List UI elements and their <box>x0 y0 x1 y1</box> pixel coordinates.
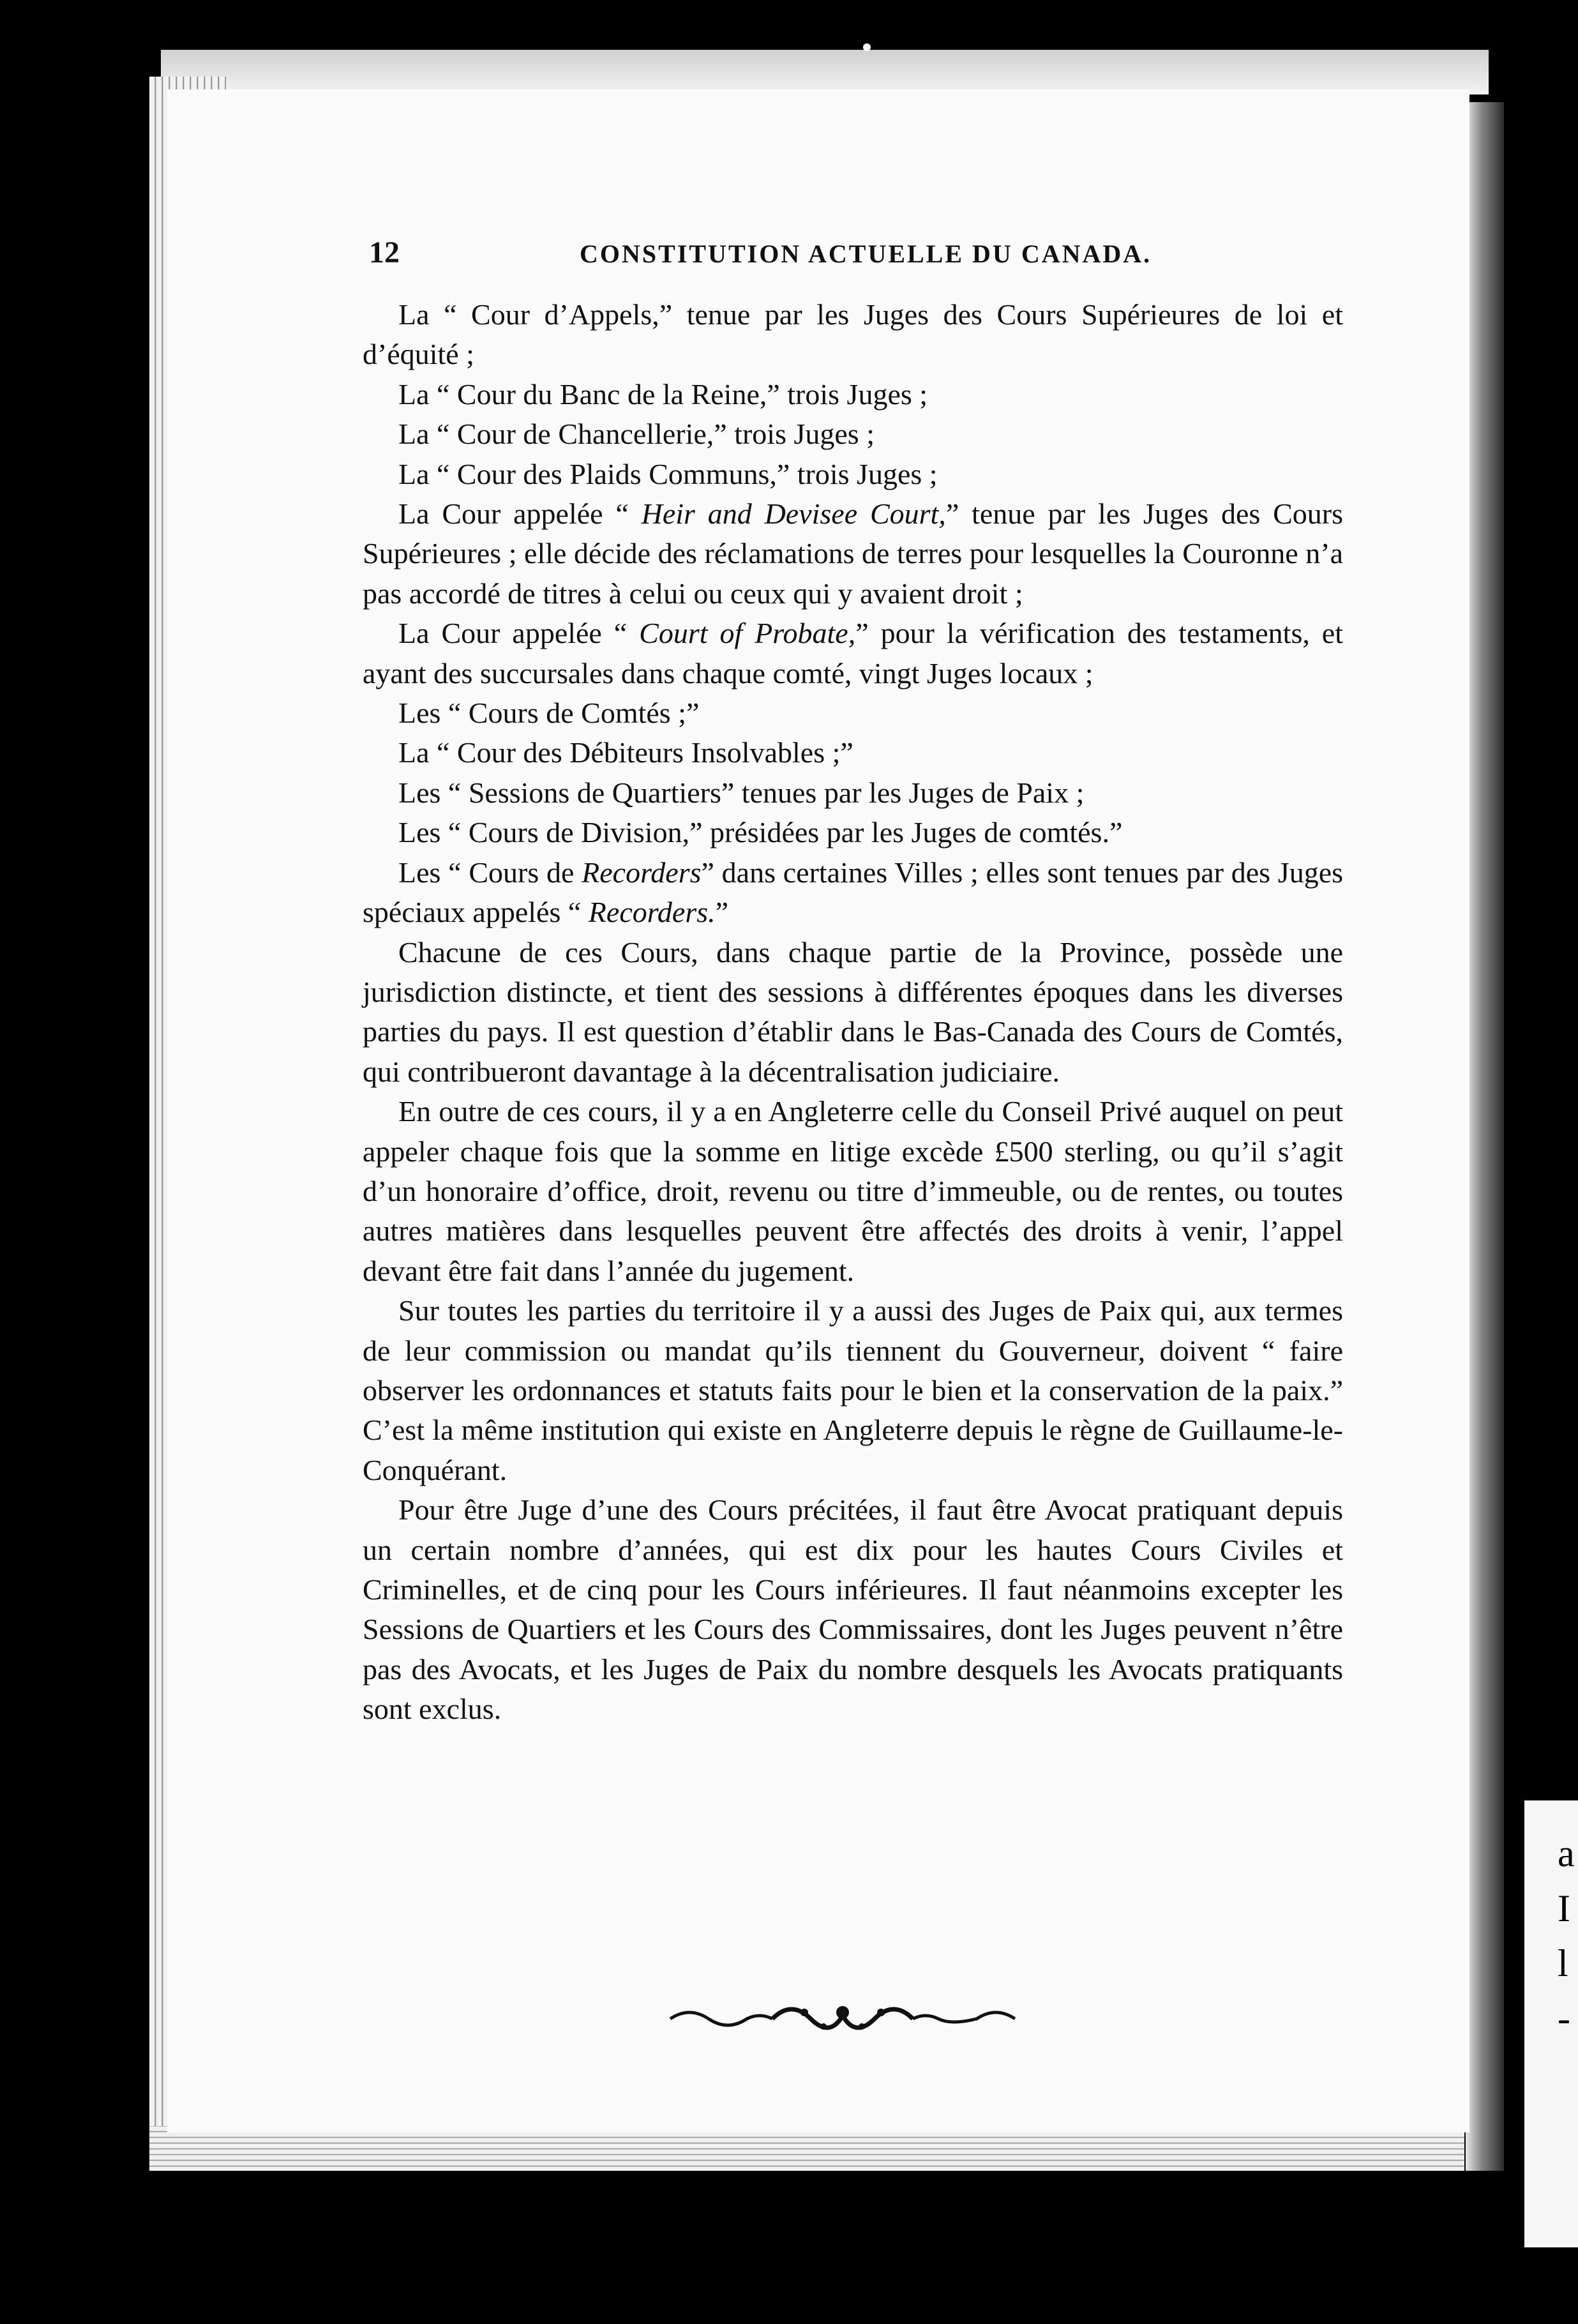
paragraph: Pour être Juge d’une des Cours précitées, il faut être Avocat pratiquant depuis un certain nombre d’années, qui est dix pour les hautes Cours Civiles et Criminelles, et de cinq pour les Cours inférieures. Il faut néanmoins excepter les Sessions de Quartiers et les Cours des Commissaires, dont les Juges peuvent n’être pas des Avocats, et les Juges de Paix du nombre desquels les Avocats pratiquants sont exclus. <box>363 1493 1343 1726</box>
scan-dot <box>863 43 871 51</box>
paragraph: La “ Cour des Plaids Communs,” trois Juges ; <box>398 457 938 490</box>
text-run: ” pour la vérification des testaments, et ayant des succursales dans chaque comté, vingt Juges locaux ; <box>363 617 1343 690</box>
paragraph: Les “ Cours de Comtés ;” <box>398 697 700 730</box>
paragraph: Sur toutes les parties du territoire il y a aussi des Juges de Paix qui, aux termes de leur commission ou mandat qu’ils tiennent du Gouverneur, doivent “ faire observer les ordonnances et statuts faits pour le bien et la conservation de la paix.” C’est la même institution qui existe en Angleterre depuis le règne de Guillaume-le-Conquérant. <box>363 1294 1343 1486</box>
book-bottom-edge <box>149 2126 1464 2171</box>
page-body <box>363 295 1343 1730</box>
paragraph <box>363 853 1343 933</box>
facing-page-text: a I l - <box>1558 1832 1575 2039</box>
italic-term: Recorders <box>582 856 702 889</box>
paragraph: Chacune de ces Cours, dans chaque partie de la Province, possède une jurisdiction distincte, et tient des sessions à différentes époques dans les diverses parties du pays. Il est question d’établir dans le Bas-Canada des Cours de Comtés, qui contribueront davantage à la décentralisation judiciaire. <box>363 935 1343 1088</box>
running-title: CONSTITUTION ACTUELLE DU CANADA. <box>580 239 1152 268</box>
paragraph: La “ Cour des Débiteurs Insolvables ;” <box>398 736 853 769</box>
text-run: La Cour appelée “ <box>398 617 640 650</box>
text-run: ” <box>715 896 729 929</box>
paragraph: Les “ Cours de Division,” présidées par les Juges de comtés.” <box>398 816 1123 849</box>
paragraph <box>363 494 1343 614</box>
paragraph: La “ Cour d’Appels,” tenue par les Juges des Cours Supérieures de loi et d’équité ; <box>363 298 1343 371</box>
text-run: ” dans certaines Villes ; elles sont tenues par des Juges spéciaux appelés “ <box>363 856 1344 929</box>
book-spine-shadow <box>1466 102 1504 2171</box>
italic-term: Court of Probate, <box>639 617 856 650</box>
page-number: 12 <box>369 236 400 269</box>
paragraph: Les “ Sessions de Quartiers” tenues par les Juges de Paix ; <box>398 776 1085 809</box>
book-top-edge <box>161 50 1489 94</box>
paragraph: En outre de ces cours, il y a en Angleterre celle du Conseil Privé auquel on peut appeler chaque fois que la somme en litige excède £500 sterling, ou qu’il s’agit d’un honoraire d’office, droit, revenu ou titre d’immeuble, ou de rentes, ou toutes autres matières dans lesquelles peuvent être affectés des droits à venir, l’appel devant être fait dans l’année du jugement. <box>363 1095 1343 1287</box>
italic-term: Recorders. <box>588 896 716 929</box>
italic-term: Heir and Devisee Court, <box>641 497 946 531</box>
page-header <box>369 235 1346 273</box>
text-run: ” tenue par les Juges des Cours Supérieures ; elle décide des réclamations de terres pour lesquelles la Couronne n’a pas accordé de titres à celui ou ceux qui y avaient droit ; <box>363 497 1343 610</box>
paragraph <box>363 614 1343 693</box>
text-run: La Cour appelée “ <box>398 497 642 531</box>
paragraph: La “ Cour du Banc de la Reine,” trois Juges ; <box>398 377 928 411</box>
paragraph: La “ Cour de Chancellerie,” trois Juges ; <box>398 418 875 451</box>
text-run: Les “ Cours de <box>398 856 582 889</box>
ornament-divider <box>664 1993 1021 2038</box>
